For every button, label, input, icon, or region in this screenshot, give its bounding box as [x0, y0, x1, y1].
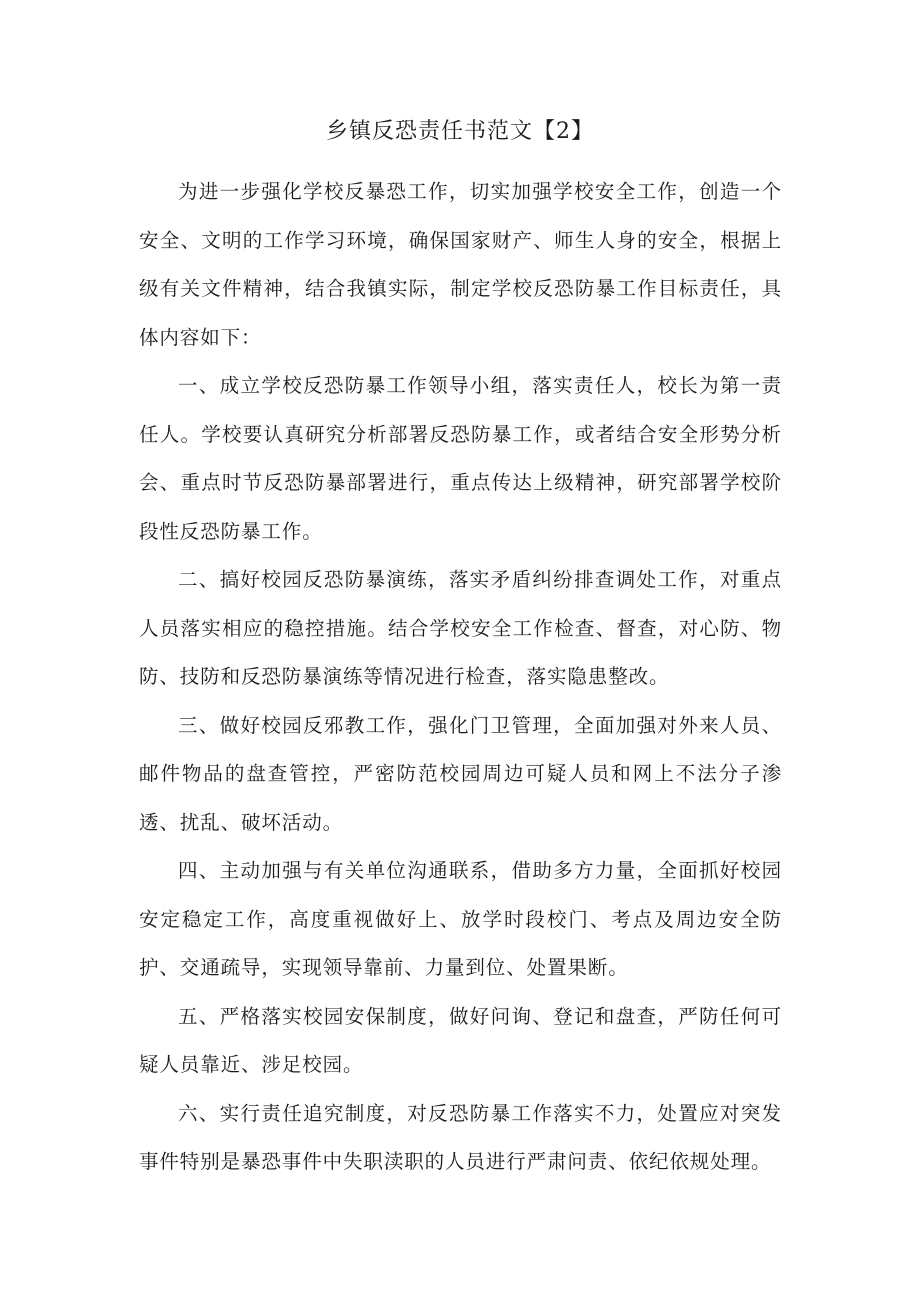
- paragraph-item-4: 四、主动加强与有关单位沟通联系，借助多方力量，全面抓好校园安定稳定工作，高度重视做好上、放学时段校门、考点及周边安全防护、交通疏导，实现领导靠前、力量到位、处置果断。: [139, 859, 782, 979]
- paragraph-intro: 为进一步强化学校反暴恐工作，切实加强学校安全工作，创造一个安全、文明的工作学习环境，确保国家财产、师生人身的安全，根据上级有关文件精神，结合我镇实际，制定学校反恐防暴工作目标责任，具体内容如下：: [139, 180, 782, 349]
- paragraph-item-1: 一、成立学校反恐防暴工作领导小组，落实责任人，校长为第一责任人。学校要认真研究分析部署反恐防暴工作，或者结合安全形势分析会、重点时节反恐防暴部署进行，重点传达上级精神，研究部署学校阶段性反恐防暴工作。: [139, 374, 782, 543]
- document-title: 乡镇反恐责任书范文【2】: [326, 119, 594, 144]
- paragraph-item-3: 三、做好校园反邪教工作，强化门卫管理，全面加强对外来人员、邮件物品的盘查管控，严密防范校园周边可疑人员和网上不法分子渗透、扰乱、破坏活动。: [139, 713, 782, 834]
- document-body: [139, 168, 782, 1187]
- paragraph-item-2: 二、搞好校园反恐防暴演练，落实矛盾纠纷排查调处工作，对重点人员落实相应的稳控措施。结合学校安全工作检查、督查，对心防、物防、技防和反恐防暴演练等情况进行检查，落实隐患整改。: [139, 568, 782, 688]
- paragraph-item-5: 五、严格落实校园安保制度，做好问询、登记和盘查，严防任何可疑人员靠近、涉足校园。: [139, 1004, 782, 1076]
- paragraph-item-6: 六、实行责任追究制度，对反恐防暴工作落实不力，处置应对突发事件特别是暴恐事件中失职渎职的人员进行严肃问责、依纪依规处理。: [139, 1101, 782, 1173]
